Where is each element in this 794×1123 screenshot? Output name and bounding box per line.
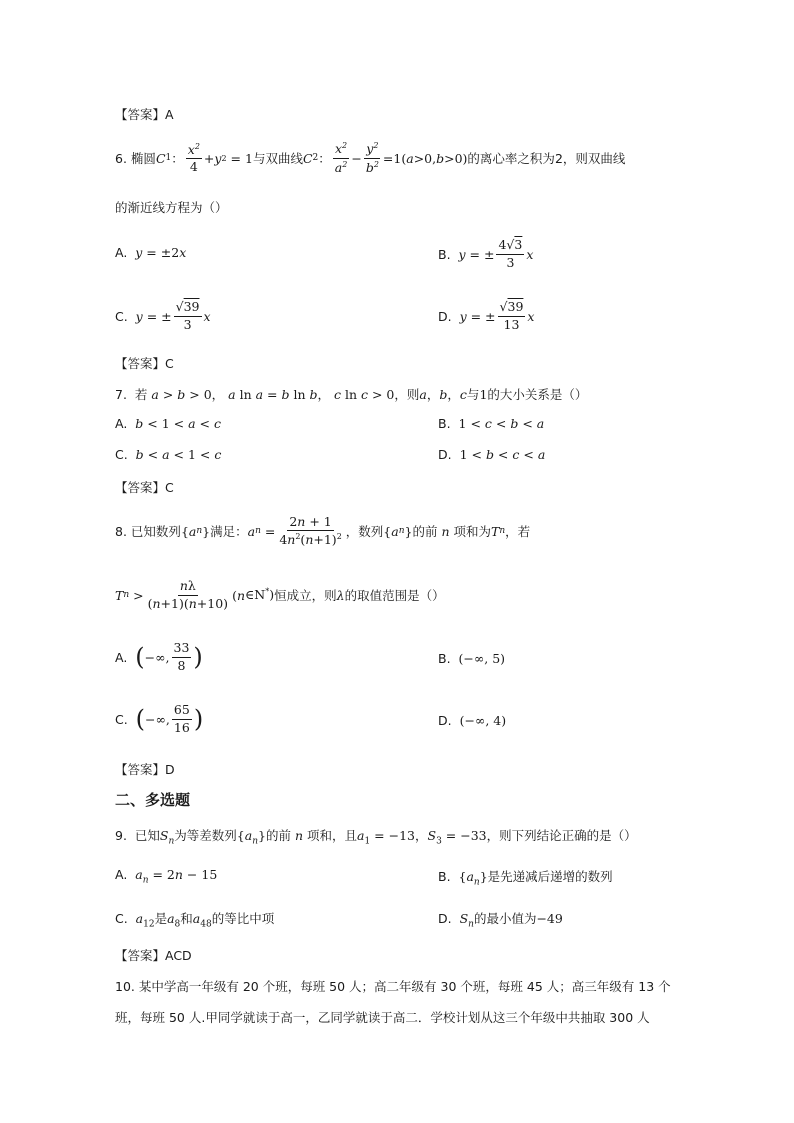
q7-option-a: A. b < 1 < a < c (115, 416, 221, 431)
q8-option-d: D. (−∞, 4) (438, 712, 507, 728)
q6-option-b: B. y = ± $\frac{4√3}{3}$ x (438, 237, 534, 270)
q9-option-a: A. $a_n = 2n - 15$ (115, 867, 218, 886)
q9-option-d: D. $S_n$的最小值为−49 (438, 911, 563, 930)
question-8-line2: T n > $\frac{n\lambda}{(n+1)(n+10)}$ ( n ∈N*) 恒成立，则 λ 的取值范围是（） (115, 578, 445, 611)
question-9-stem: 9. 已知$S_n$为等差数列$\{a_n\}$的前 n 项和，且$a_1 = -13$，$S_3 = -33$，则下列结论正确的是（） (115, 828, 637, 847)
q9-option-c: C. $a_{12}$是$a_8$和$a_{48}$的等比中项 (115, 911, 275, 930)
answer-5: 【答案】A (115, 107, 174, 122)
question-8-stem: 8. 已知数列 { a n } 满足： a n = $\frac{2n + 1}{4n^2(n+1)^2}$ ，数列 { a n } 的前 n 项和为 T n ，若 (115, 513, 531, 548)
q8-option-b: B. (−∞, 5) (438, 650, 506, 666)
question-10-line2: 班，每班 50 人.甲同学就读于高一，乙同学就读于高二．学校计划从这三个年级中共抽取 300 人 (115, 1010, 650, 1025)
answer-9: 【答案】ACD (115, 948, 192, 963)
q7-option-b: B. 1 < c < b < a (438, 416, 545, 431)
question-7-stem: 7. 若 a > b > 0， a ln a = b ln b， c ln c > 0，则a，b，c与1的大小关系是（） (115, 387, 588, 402)
q8-option-a: A. ( −∞, $\frac{33}{8}$ ) (115, 640, 203, 673)
q8-option-c: C. ( −∞, $\frac{65}{16}$ ) (115, 702, 204, 735)
answer-6: 【答案】C (115, 356, 174, 371)
q9-option-b: B. $\{a_n\}$是先递减后递增的数列 (438, 869, 613, 888)
q6-option-c: C. y = ± $\frac{√39}{3}$ x (115, 299, 211, 332)
question-6-line2: 的渐近线方程为（） (115, 200, 228, 215)
question-10-line1: 10. 某中学高一年级有 20 个班，每班 50 人；高二年级有 30 个班，每班 45 人；高三年级有 13 个 (115, 979, 671, 994)
q6-option-d: D. y = ± $\frac{√39}{13}$ x (438, 299, 535, 332)
answer-7: 【答案】C (115, 480, 174, 495)
q7-option-d: D. 1 < b < c < a (438, 447, 546, 462)
q6-option-a: A. y = ±2 x (115, 244, 187, 260)
q7-option-c: C. b < a < 1 < c (115, 447, 222, 462)
question-6-stem: 6. 椭圆 C 1 ： $\frac{x^2}{4}$ + y 2 = 1 与双曲线 C 2 ： $\frac{x^2}{a^2}$ − $\frac{y^2}{b^2}$ =1( a >0, b >0) 的离心率之积为 2 ，则双曲线 (115, 140, 626, 175)
section-heading: 二、多选题 (115, 791, 191, 809)
answer-8: 【答案】D (115, 762, 175, 777)
